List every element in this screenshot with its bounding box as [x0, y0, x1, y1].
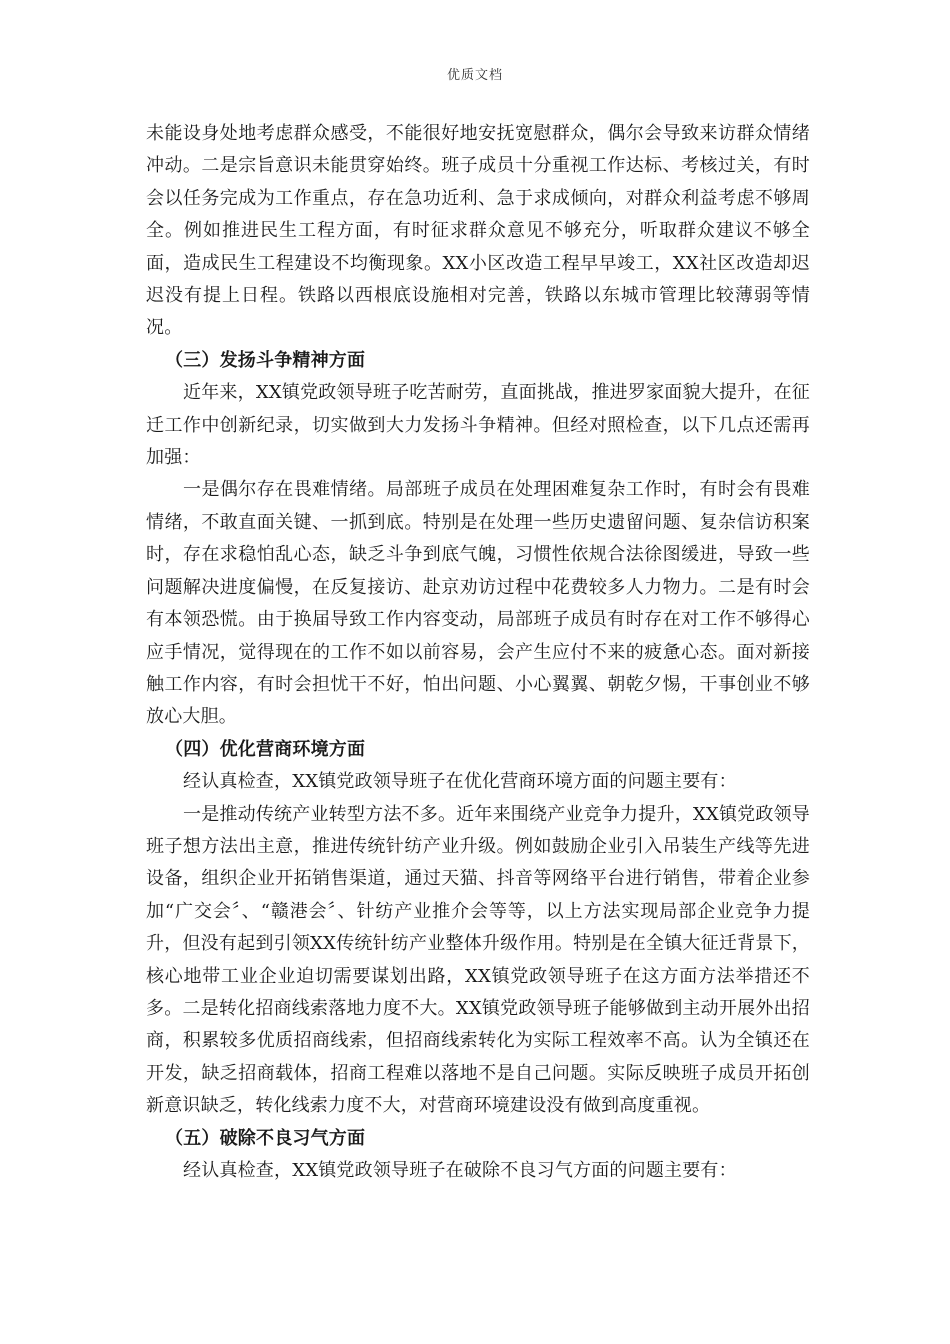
document-body [146, 118, 810, 1187]
paragraph: 一是偶尔存在畏难情绪。局部班子成员在处理困难复杂工作时，有时会有畏难情绪，不敢直面关键、一抓到底。特别是在处理一些历史遗留问题、复杂信访积案时，存在求稳怕乱心态，缺乏斗争到底气魄，习惯性依规合法徐图缓进，导致一些问题解决进度偏慢，在反复接访、赴京劝访过程中花费较多人力物力。二是有时会有本领恐慌。由于换届导致工作内容变动，局部班子成员有时存在对工作不够得心应手情况，觉得现在的工作不如以前容易，会产生应付不来的疲惫心态。面对新接触工作内容，有时会担忧干不好，怕出问题、小心翼翼、朝乾夕惕，干事创业不够放心大胆。 [146, 479, 810, 728]
paragraph: 一是推动传统产业转型方法不多。近年来围绕产业竞争力提升，XX镇党政领导班子想方法出主意，推进传统针纺产业升级。例如鼓励企业引入吊装生产线等先进设备，组织企业开拓销售渠道，通过天猫、抖音等网络平台进行销售，带着企业参加“广交会〞、“赣港会〞、针纺产业推介会等等，以上方法实现局部企业竞争力提升，但没有起到引领XX传统针纺产业整体升级作用。特别是在全镇大征迁背景下，核心地带工业企业迫切需要谋划出路，XX镇党政领导班子在这方面方法举措还不多。二是转化招商线索落地力度不大。XX镇党政领导班子能够做到主动开展外出招商，积累较多优质招商线索，但招商线索转化为实际工程效率不高。认为全镇还在开发，缺乏招商载体，招商工程难以落地不是自己问题。实际反映班子成员开拓创新意识缺乏，转化线索力度不大，对营商环境建设没有做到高度重视。 [146, 803, 810, 1117]
paragraph: 近年来，XX镇党政领导班子吃苦耐劳，直面挑战，推进罗家面貌大提升，在征迁工作中创新纪录，切实做到大力发扬斗争精神。但经对照检查，以下几点还需再加强： [146, 382, 810, 469]
section-heading-4: （四）优化营商环境方面 [165, 738, 366, 760]
section-heading-3: （三）发扬斗争精神方面 [165, 349, 366, 371]
paragraph: 经认真检查，XX镇党政领导班子在破除不良习气方面的问题主要有： [183, 1160, 737, 1181]
paragraph: 经认真检查，XX镇党政领导班子在优化营商环境方面的问题主要有： [183, 771, 737, 793]
paragraph-continuation: 未能设身处地考虑群众感受，不能很好地安抚宽慰群众，偶尔会导致来访群众情绪冲动。二是宗旨意识未能贯穿始终。班子成员十分重视工作达标、考核过关，有时会以任务完成为工作重点，存在急功近利、急于求成倾向，对群众利益考虑不够周全。例如推进民生工程方面，有时征求群众意见不够充分，听取群众建议不够全面，造成民生工程建设不均衡现象。XX小区改造工程早早竣工，XX社区改造却迟迟没有提上日程。铁路以西根底设施相对完善，铁路以东城市管理比较薄弱等情况。 [146, 123, 810, 339]
section-heading-5: （五）破除不良习气方面 [165, 1127, 366, 1149]
page-header: 优质文档 [446, 68, 503, 83]
